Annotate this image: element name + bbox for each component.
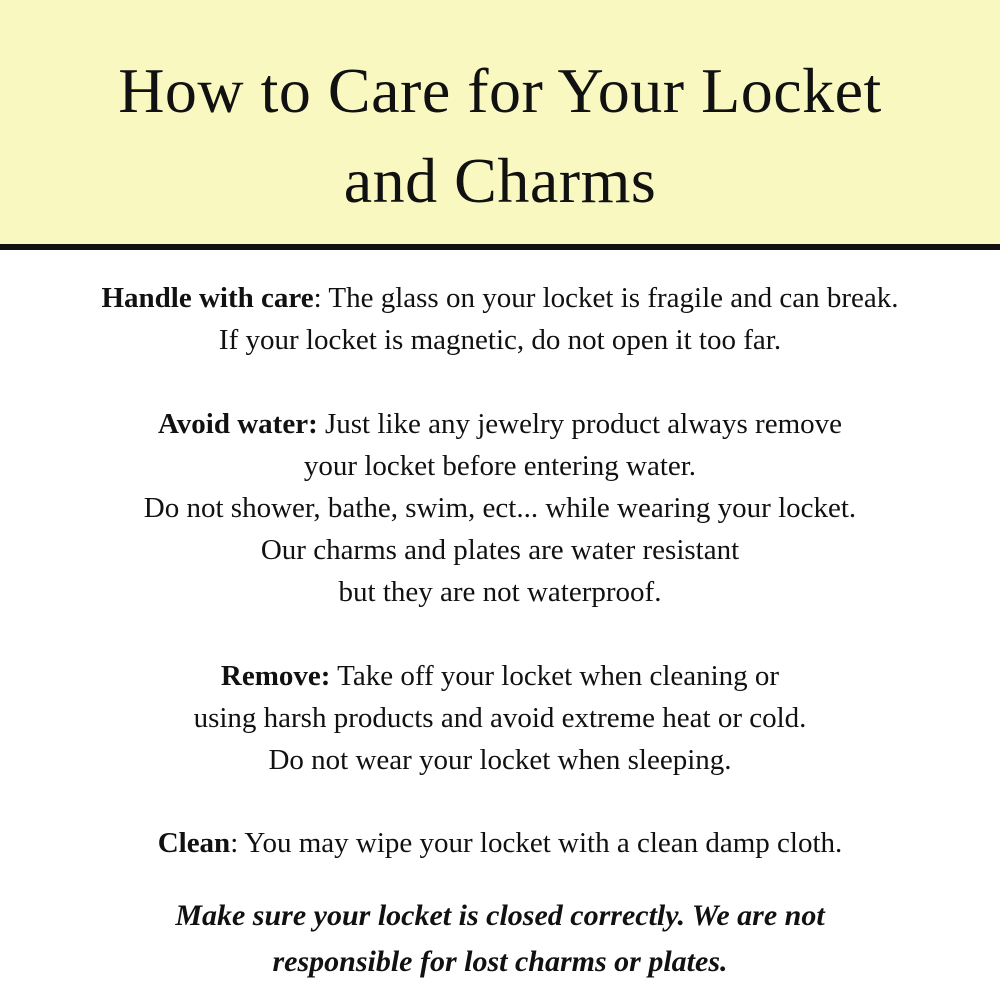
remove-term: Remove: <box>220 660 331 692</box>
handle-line-1 <box>0 277 1000 319</box>
remove-line-3: Do not wear your locket when sleeping. <box>268 744 732 776</box>
clean-text-1: : You may wipe your locket with a clean damp cloth. <box>230 827 843 859</box>
clean-term: Clean <box>157 827 231 859</box>
water-line-2: your locket before entering water. <box>303 450 697 482</box>
section-remove <box>0 655 1000 781</box>
page-title-line-1: How to Care for Your Locket <box>118 55 882 126</box>
page-title-line-2: and Charms <box>343 145 657 216</box>
handle-term: Handle with care <box>101 282 314 314</box>
water-line-5: but they are not waterproof. <box>338 576 662 608</box>
water-line-1 <box>0 403 1000 445</box>
section-avoid-water <box>0 403 1000 613</box>
note-line-2: responsible for lost charms or plates. <box>272 945 728 978</box>
water-term: Avoid water: <box>158 408 318 440</box>
water-text-1: Just like any jewelry product always remove <box>317 408 842 440</box>
disclaimer-note <box>0 893 1000 985</box>
handle-line-2: If your locket is magnetic, do not open it too far. <box>218 324 782 356</box>
clean-line-1 <box>0 822 1000 864</box>
page-title <box>0 46 1000 226</box>
section-handle-with-care <box>0 277 1000 361</box>
water-line-4: Our charms and plates are water resistant <box>260 534 740 566</box>
remove-text-1: Take off your locket when cleaning or <box>330 660 780 692</box>
handle-text-1: The glass on your locket is fragile and can break. <box>321 282 899 314</box>
note-line-1: Make sure your locket is closed correctly. We are not <box>175 899 825 932</box>
remove-line-1 <box>0 655 1000 697</box>
remove-line-2: using harsh products and avoid extreme heat or cold. <box>193 702 807 734</box>
title-banner <box>0 0 1000 250</box>
handle-sep: : <box>313 282 322 314</box>
water-line-3: Do not shower, bathe, swim, ect... while wearing your locket. <box>143 492 857 524</box>
section-clean <box>0 822 1000 864</box>
